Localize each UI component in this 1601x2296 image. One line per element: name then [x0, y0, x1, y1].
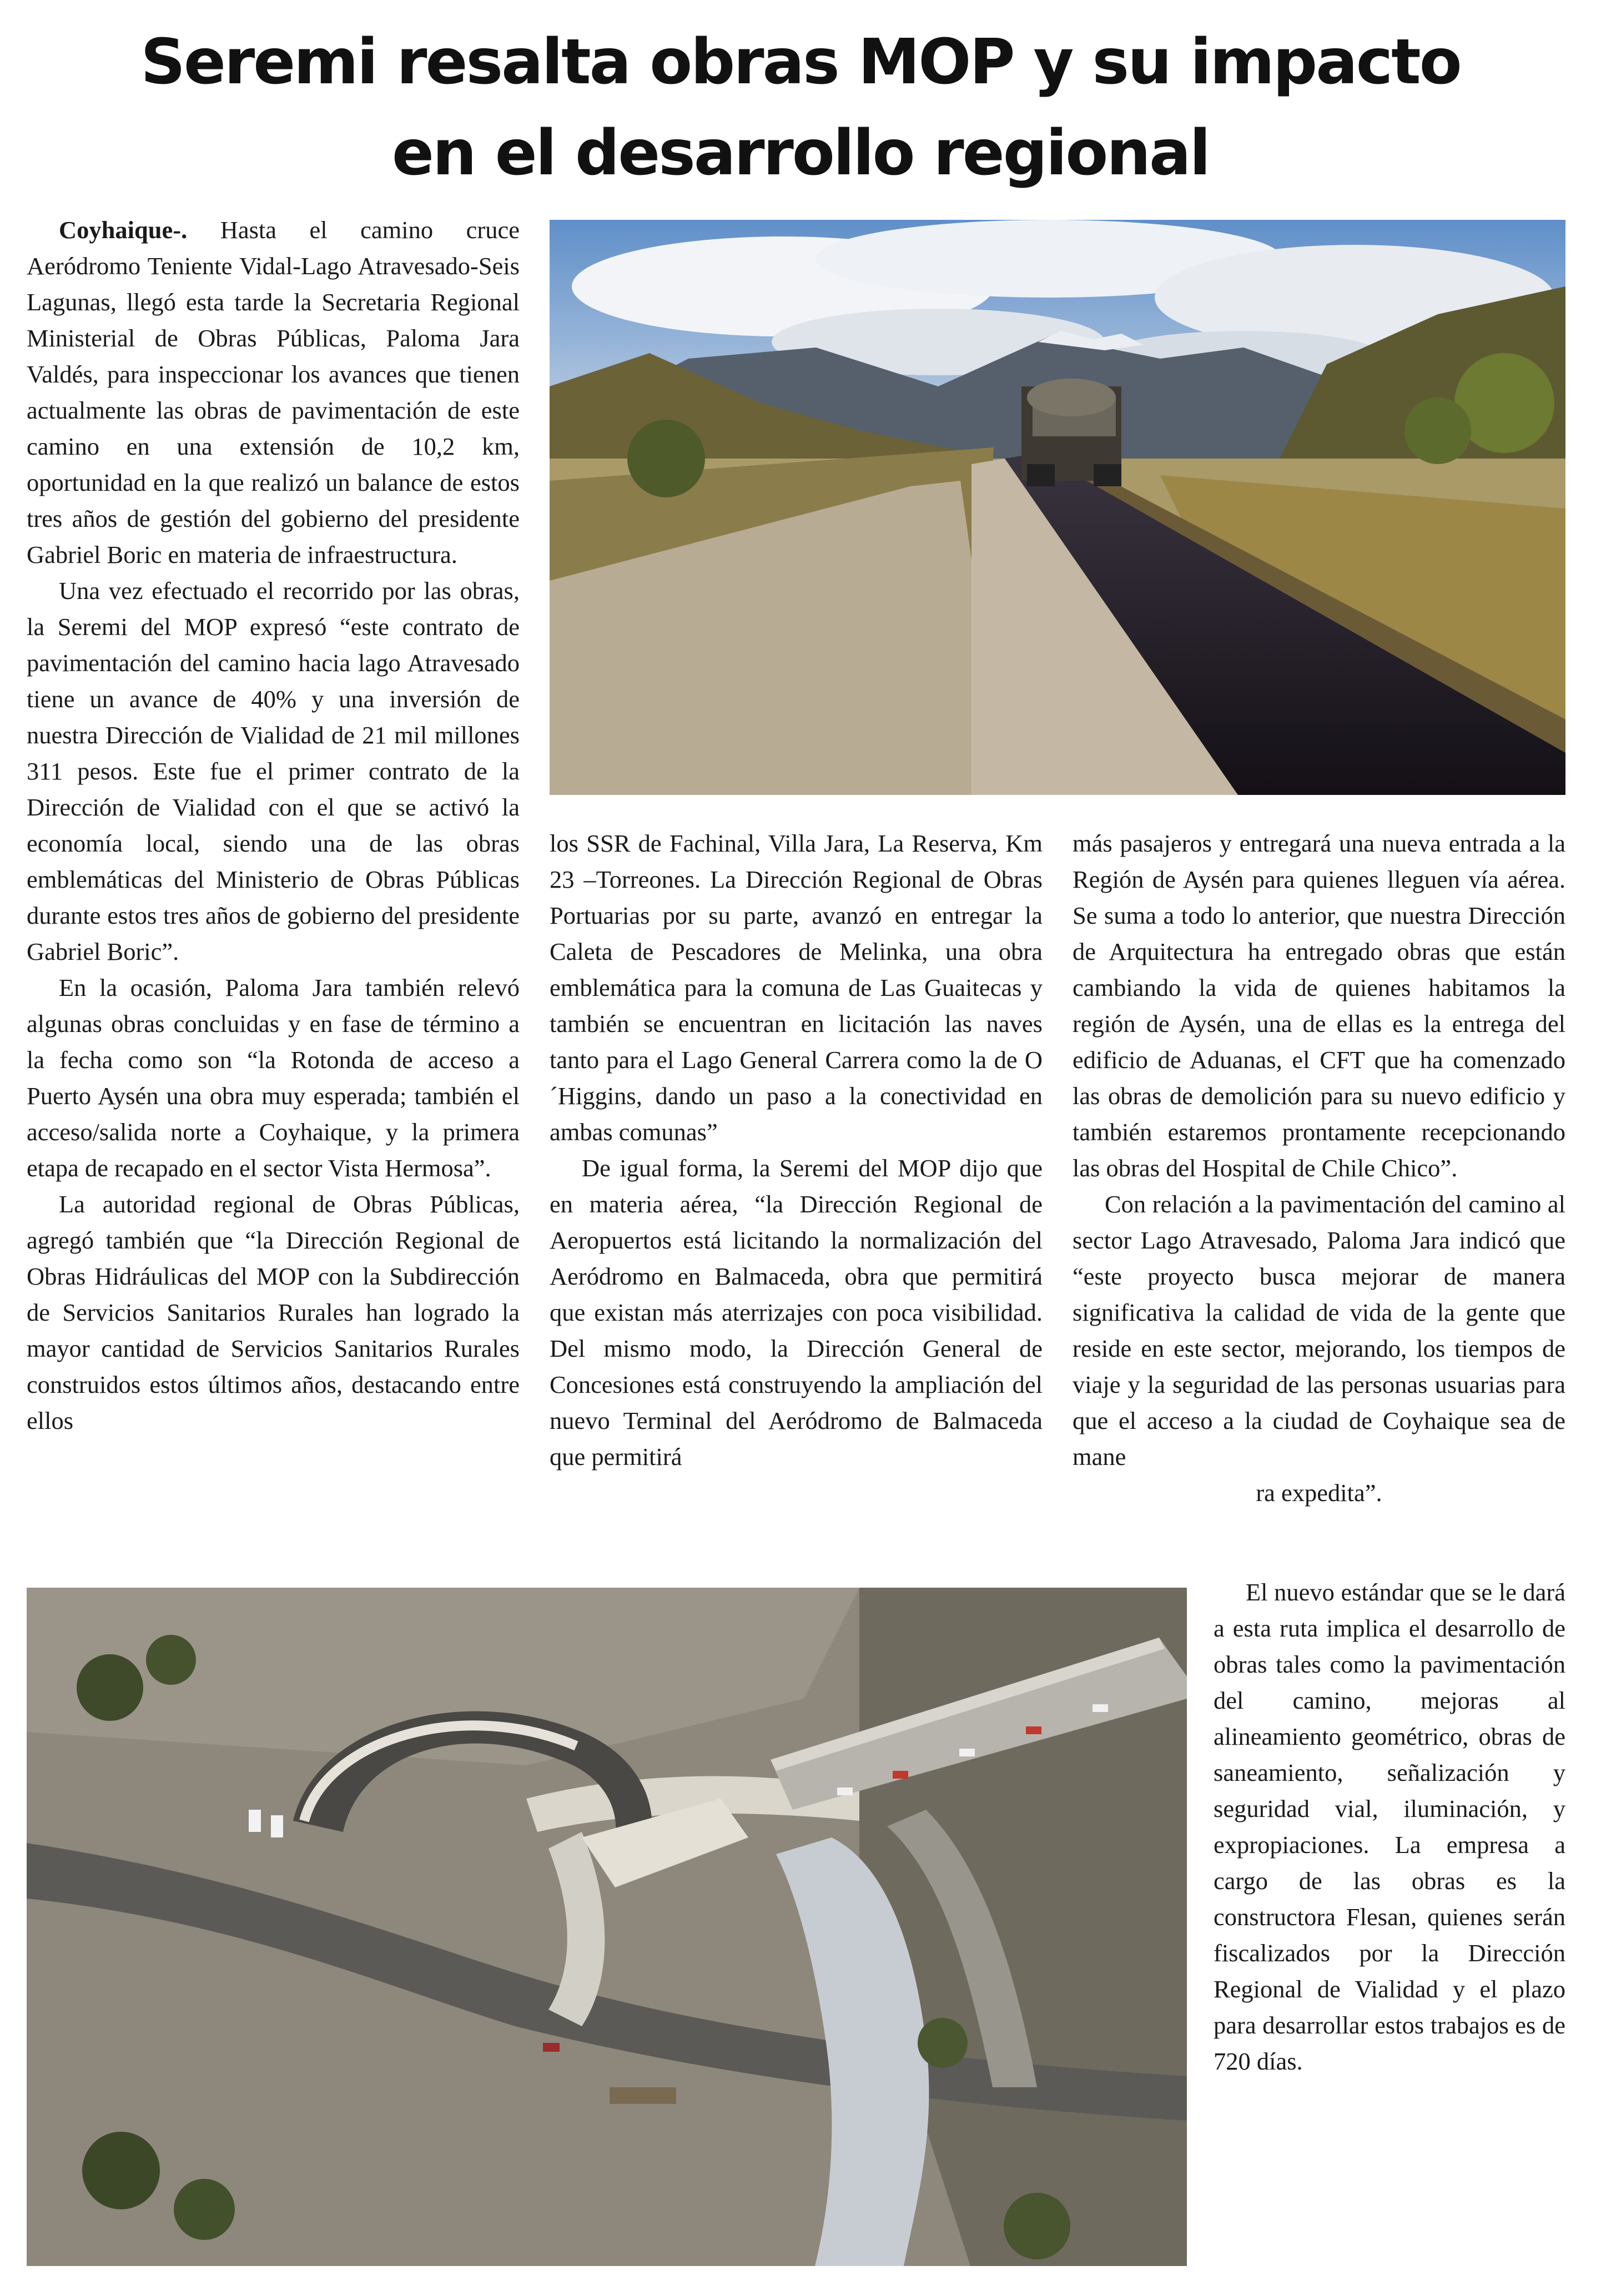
paragraph: más pasajeros y entregará una nueva entrada a la Región de Aysén para quienes lleguen vía aérea. Se suma a todo lo anterior, que nuestra Dirección de Arquitectura ha entregado obras que están cambiando la vida de quienes habitamos la región de Aysén, una de ellas es la entrega del edificio de Aduanas, el CFT que ha comenzado las obras de demolición para su nuevo edificio y también estaremos prontamente recepcionando las obras del Hospital de Chile Chico”.: [1073, 829, 1565, 1182]
article-column-3: [1073, 825, 1565, 1511]
road-paving-photo: [550, 220, 1565, 795]
article-column-2: [550, 825, 1043, 1475]
paragraph: Una vez efectuado el recorrido por las obras, la Seremi del MOP expresó “este contrato de pavimentación del camino hacia lago Atravesado tiene un avance de 40% y una inversión de nuestra Dirección de Vialidad de 21 mil millones 311 pesos. Este fue el primer contrato de la Dirección de Vialidad con el que se activó la economía local, siendo una de las obras emblemáticas del Ministerio de Obras Públicas durante estos tres años de gobierno del presidente Gabriel Boric”.: [27, 577, 520, 965]
paragraph-tail: ra expedita”.: [1256, 1479, 1382, 1507]
paragraph: los SSR de Fachinal, Villa Jara, La Reserva, Km 23 –Torreones. La Dirección Regional de Obras Portuarias por su parte, avanzó en entregar la Caleta de Pescadores de Melinka, una obra emblemática para la comuna de Las Guaitecas y también se encuentran en licitación las naves tanto para el Lago General Carrera como la de O´Higgins, dando un paso a la conectividad en ambas comunas”: [550, 829, 1043, 1146]
article-column-4: [1214, 1574, 1565, 2080]
headline-line-1: Seremi resalta obras MOP y su impacto: [140, 26, 1461, 98]
paragraph: De igual forma, la Seremi del MOP dijo que en materia aérea, “la Dirección Regional de Aeropuertos está licitando la normalización del Aeródromo en Balmaceda, obra que permitirá que existan más aterrizajes con poca visibilidad. Del mismo modo, la Dirección General de Concesiones está construyendo la ampliación del nuevo Terminal del Aeródromo de Balmaceda que permitirá: [550, 1154, 1043, 1471]
article-column-1: [27, 212, 520, 1439]
aerial-roundabout-photo: [27, 1588, 1187, 2266]
dateline: Coyhaique-.: [59, 216, 188, 244]
paragraph: Con relación a la pavimentación del camino al sector Lago Atravesado, Paloma Jara indicó que “este proyecto busca mejorar de manera significativa la calidad de vida de la gente que reside en este sector, mejorando, los tiempos de viaje y la seguridad de las personas usuarias para que el acceso a la ciudad de Coyhaique sea de mane: [1073, 1190, 1565, 1471]
paragraph: El nuevo estándar que se le dará a esta ruta implica el desarrollo de obras tales como la pavimentación del camino, mejoras al alineamiento geométrico, obras de saneamiento, señalización y seguridad vial, iluminación, y expropiaciones. La empresa a cargo de las obras es la constructora Flesan, quienes serán fiscalizados por la Dirección Regional de Vialidad y el plazo para desarrollar estos trabajos es de 720 días.: [1214, 1578, 1565, 2075]
article-headline: [0, 17, 1601, 199]
paragraph: En la ocasión, Paloma Jara también relevó algunas obras concluidas y en fase de término a la fecha como son “la Rotonda de acceso a Puerto Aysén una obra muy esperada; también el acceso/salida norte a Coyhaique, y la primera etapa de recapado en el sector Vista Hermosa”.: [27, 974, 520, 1182]
paragraph: La autoridad regional de Obras Públicas, agregó también que “la Dirección Regional de Obras Hidráulicas del MOP con la Subdirección de Servicios Sanitarios Rurales han logrado la mayor cantidad de Servicios Sanitarios Rurales construidos estos últimos años, destacando entre ellos: [27, 1190, 520, 1434]
headline-line-2: en el desarrollo regional: [392, 117, 1209, 189]
paragraph-text: Hasta el camino cruce Aeródromo Teniente Vidal-Lago Atravesado-Seis Lagunas, llegó esta tarde la Secretaria Regional Ministerial de Obras Públicas, Paloma Jara Valdés, para inspeccionar los avances que tienen actualmente las obras de pavimentación de este camino en una extensión de 10,2 km, oportunidad en la que realizó un balance de estos tres años de gestión del gobierno del presidente Gabriel Boric en materia de infraestructura.: [27, 216, 520, 568]
paragraph: [27, 212, 520, 573]
